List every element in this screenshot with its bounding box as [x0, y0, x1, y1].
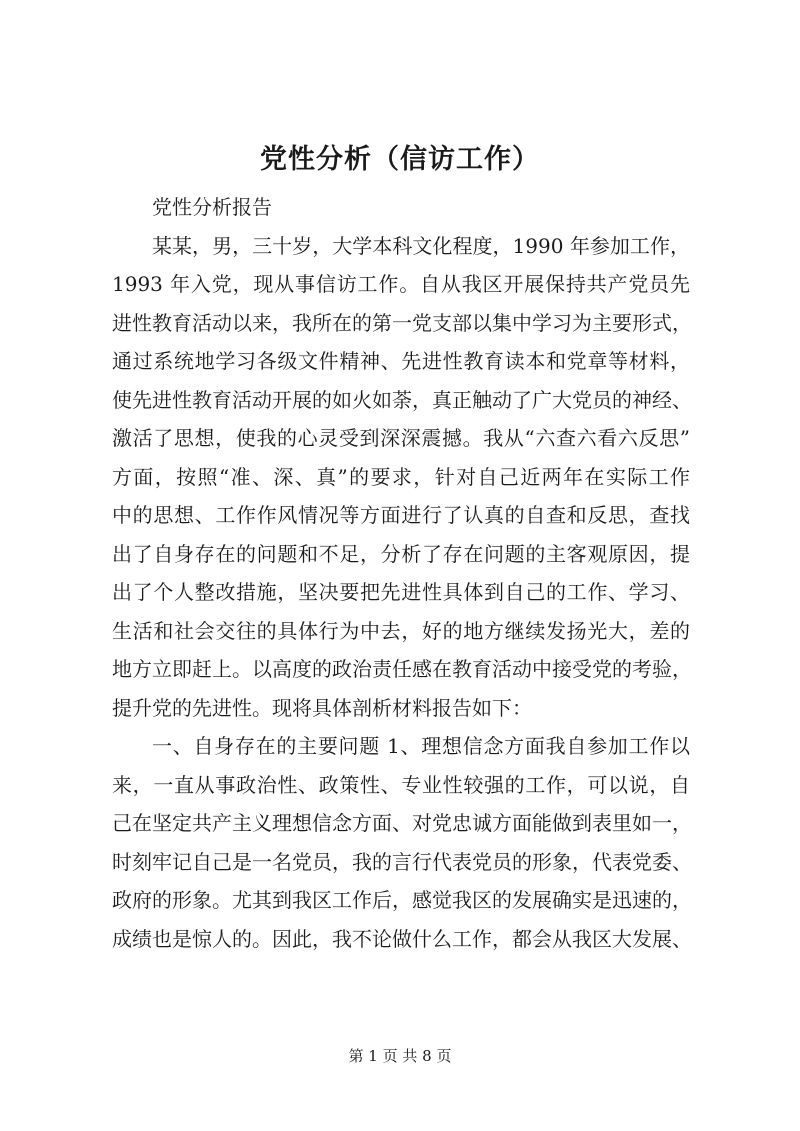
paragraph-line: 1993 年入党，现从事信访工作。自从我区开展保持共产党员先	[112, 272, 690, 296]
paragraph-line: 使先进性教育活动开展的如火如荼，真正触动了广大党员的神经、	[112, 387, 692, 412]
paragraph-line: 一、自身存在的主要问题 1、理想信念方面我自参加工作以	[152, 734, 690, 758]
paragraph-line: 中的思想、工作作风情况等方面进行了认真的自查和反思，查找	[112, 503, 690, 527]
paragraph-line: 提升党的先进性。现将具体剖析材料报告如下：	[112, 695, 532, 720]
paragraph-line: 己在坚定共产主义理想信念方面、对党忠诚方面能做到表里如一，	[112, 811, 692, 835]
paragraph-line: 成绩也是惊人的。因此，我不论做什么工作，都会从我区大发展、	[112, 926, 692, 951]
paragraph-line: 来，一直从事政治性、政策性、专业性较强的工作，可以说，自	[112, 772, 690, 797]
paragraph-line: 出了个人整改措施，坚决要把先进性具体到自己的工作、学习、	[112, 580, 690, 604]
paragraph-line: 通过系统地学习各级文件精神、先进性教育读本和党章等材料，	[112, 349, 690, 373]
paragraph-line: 某某，男，三十岁，大学本科文化程度，1990 年参加工作，	[152, 233, 690, 258]
document-body	[112, 188, 690, 958]
document-title: 党性分析（信访工作）	[260, 144, 540, 175]
page-number: 第 1 页 共 8 页	[348, 1047, 452, 1065]
paragraph-line: 激活了思想，使我的心灵受到深深震撼。我从“六查六看六反思”	[112, 426, 690, 450]
paragraph-line: 进性教育活动以来，我所在的第一党支部以集中学习为主要形式，	[112, 310, 692, 335]
paragraph-line: 方面，按照“准、深、真”的要求，针对自己近两年在实际工作	[112, 464, 690, 489]
paragraph-line: 党性分析报告	[152, 195, 272, 219]
paragraph-line: 地方立即赶上。以高度的政治责任感在教育活动中接受党的考验，	[112, 657, 692, 681]
paragraph-line: 政府的形象。尤其到我区工作后，感觉我区的发展确实是迅速的，	[112, 888, 692, 912]
paragraph-line: 出了自身存在的问题和不足，分析了存在问题的主客观原因，提	[112, 541, 690, 566]
paragraph-line: 生活和社会交往的具体行为中去，好的地方继续发扬光大，差的	[112, 618, 690, 643]
paragraph-line: 时刻牢记自己是一名党员，我的言行代表党员的形象，代表党委、	[112, 849, 692, 874]
